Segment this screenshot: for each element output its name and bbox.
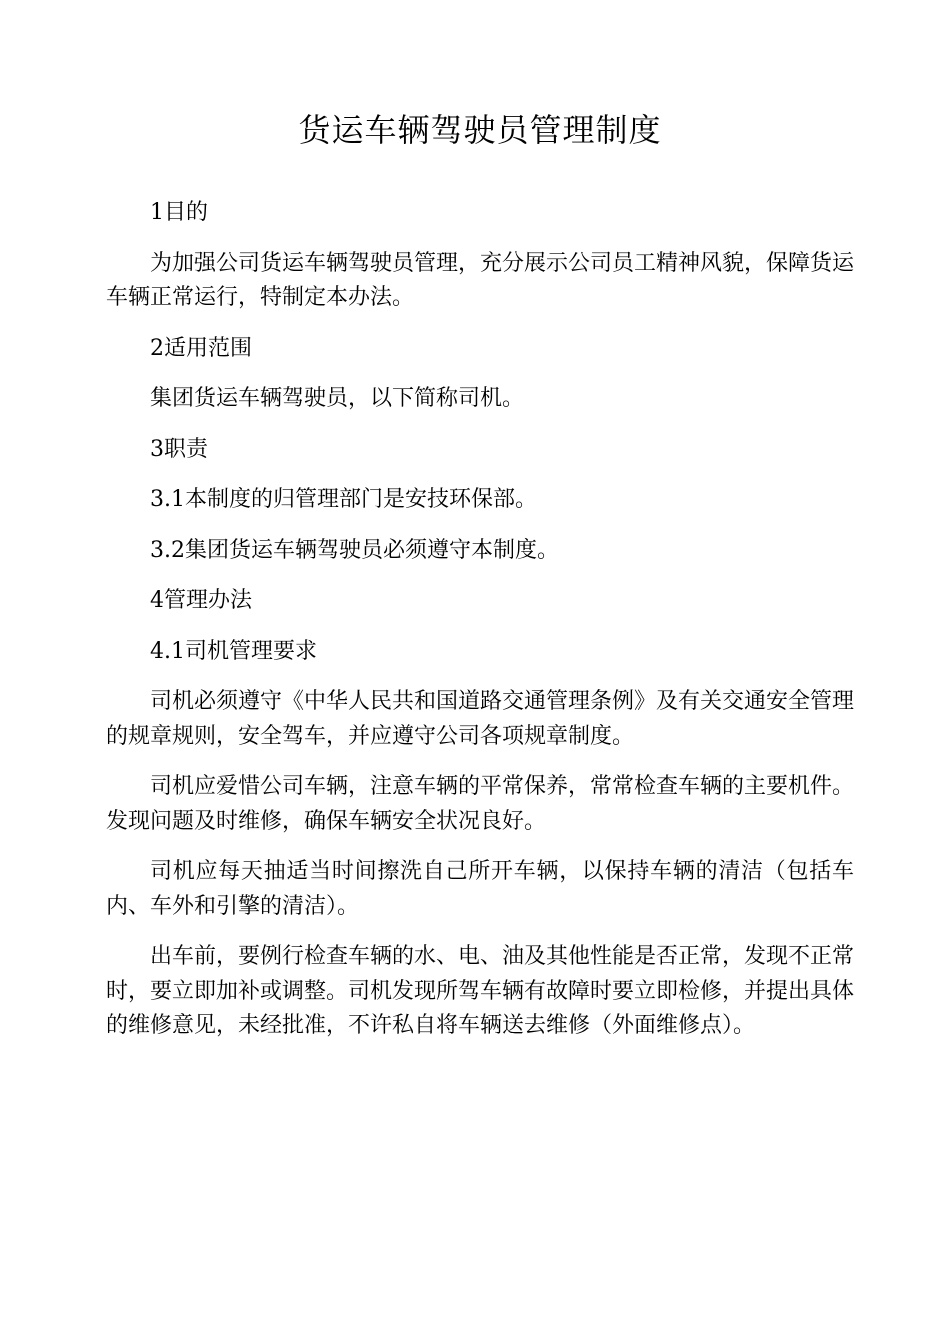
paragraph-traffic-rules: 司机必须遵守《中华人民共和国道路交通管理条例》及有关交通安全管理的规章规则，安全驾车，并应遵守公司各项规章制度。 <box>106 689 855 749</box>
document-title: 货运车辆驾驶员管理制度 <box>298 111 662 149</box>
paragraph-duty-3-2: 3.2集团货运车辆驾驶员必须遵守本制度。 <box>150 537 559 563</box>
paragraph-vehicle-care: 司机应爱惜公司车辆，注意车辆的平常保养，常常检查车辆的主要机件。发现问题及时维修，确保车辆安全状况良好。 <box>106 774 855 834</box>
paragraph-vehicle-cleaning: 司机应每天抽适当时间擦洗自己所开车辆，以保持车辆的清洁（包括车内、车外和引擎的清洁）。 <box>106 859 854 919</box>
section-heading-methods: 4管理办法 <box>150 588 252 613</box>
section-heading-scope: 2适用范围 <box>150 335 252 361</box>
subsection-heading-4-1: 4.1司机管理要求 <box>150 638 317 664</box>
paragraph-scope: 集团货运车辆驾驶员，以下简称司机。 <box>150 386 525 411</box>
paragraph-pre-trip-check: 出车前，要例行检查车辆的水、电、油及其他性能是否正常，发现不正常时，要立即加补或调整。司机发现所驾车辆有故障时要立即检修，并提出具体的维修意见，未经批准，不许私自将车辆送去维修（外面维修点）。 <box>106 944 855 1038</box>
paragraph-duty-3-1: 3.1本制度的归管理部门是安技环保部。 <box>150 487 537 512</box>
section-heading-duties: 3职责 <box>150 436 208 462</box>
section-heading-purpose: 1目的 <box>150 200 208 225</box>
paragraph-purpose: 为加强公司货运车辆驾驶员管理，充分展示公司员工精神风貌，保障货运车辆正常运行，特制定本办法。 <box>106 250 855 310</box>
document-body <box>106 196 854 1044</box>
